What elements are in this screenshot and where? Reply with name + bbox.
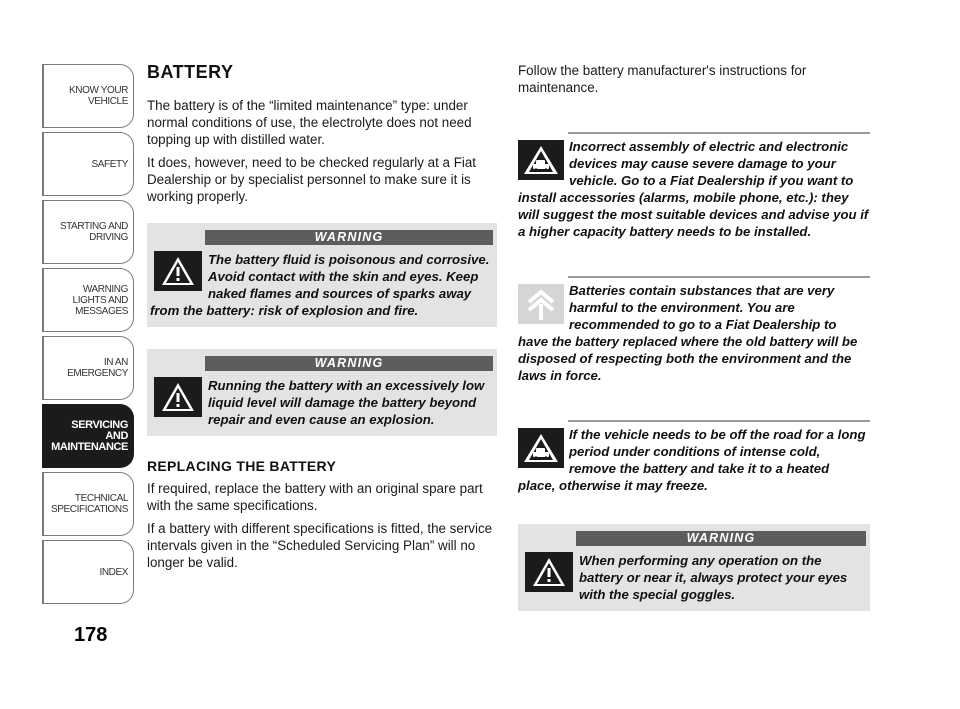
tab-warning-lights[interactable] [42, 268, 134, 332]
divider [568, 420, 870, 422]
tab-index[interactable] [42, 540, 134, 604]
warning-header: WARNING [576, 531, 866, 546]
warning-text: When performing any operation on the battery or near it, always protect your eyes with the special goggles. [579, 553, 848, 602]
tab-starting-and-driving[interactable] [42, 200, 134, 264]
tab-label: SAFETY [91, 158, 128, 170]
car-caution-icon [518, 140, 564, 180]
paragraph: Follow the battery manufacturer's instructions for maintenance. [518, 63, 807, 95]
subsection-title: REPLACING THE BATTERY [147, 458, 337, 474]
car-caution-icon [518, 428, 564, 468]
chapter-tabs [42, 64, 134, 608]
warning-header: WARNING [205, 356, 493, 371]
warning-triangle-icon [154, 251, 202, 291]
paragraph: The battery is of the “limited maintenance” type: under normal conditions of use, the electrolyte does not need topping up with distilled water. [147, 98, 472, 147]
warning-triangle-icon [525, 552, 573, 592]
warning-header: WARNING [205, 230, 493, 245]
paragraph: If a battery with different specifications is fitted, the service intervals given in the “Scheduled Servicing Plan” will no longer be valid. [147, 521, 493, 570]
paragraph: It does, however, need to be checked regularly at a Fiat Dealership or by specialist personnel to make sure it is working properly. [147, 155, 477, 204]
tab-label: STARTING AND DRIVING [59, 221, 128, 243]
warning-box [518, 524, 870, 611]
right-column [518, 62, 870, 633]
note-box [518, 414, 870, 494]
warning-box [147, 349, 497, 436]
tab-label: SERVICING AND MAINTENANCE [51, 418, 128, 453]
section-title: BATTERY [147, 62, 234, 82]
tab-label: TECHNICAL SPECIFICATIONS [50, 493, 128, 515]
environment-leaf-icon [518, 284, 564, 324]
divider [568, 276, 870, 278]
note-box [518, 270, 870, 384]
paragraph: If required, replace the battery with an original spare part with the same specifications. [147, 481, 483, 513]
warning-text: The battery fluid is poisonous and corrosive. Avoid contact with the skin and eyes. Keep naked flames and sources of sparks away from the battery: risk of explosion and fire. [150, 252, 490, 318]
tab-label: WARNING LIGHTS AND MESSAGES [72, 283, 128, 317]
note-text: Batteries contain substances that are very harmful to the environment. You are recommended to go to a Fiat Dealership to have the battery replaced where the old battery will be disposed of respecting both the environment and the laws in force. [518, 283, 858, 383]
note-text: If the vehicle needs to be off the road for a long period under conditions of intense cold, remove the battery and take it to a heated place, otherwise it may freeze. [518, 427, 866, 493]
left-column [147, 62, 497, 577]
tab-servicing-and-maintenance[interactable] [42, 404, 134, 468]
tab-in-an-emergency[interactable] [42, 336, 134, 400]
warning-triangle-icon [154, 377, 202, 417]
tab-label: KNOW YOUR VEHICLE [69, 85, 128, 107]
divider [568, 132, 870, 134]
warning-text: Running the battery with an excessively low liquid level will damage the battery beyond repair and even cause an explosion. [208, 378, 485, 427]
note-box [518, 126, 870, 240]
tab-safety[interactable] [42, 132, 134, 196]
page-number: 178 [74, 624, 108, 646]
tab-technical-specifications[interactable] [42, 472, 134, 536]
warning-box [147, 223, 497, 327]
tab-label: INDEX [99, 566, 128, 578]
note-text: Incorrect assembly of electric and electronic devices may cause severe damage to your vehicle. Go to a Fiat Dealership if you want to install accessories (alarms, mobile phone, etc.): they will suggest the most suitable devices and advise you if a higher capacity battery needs to be installed. [518, 139, 869, 239]
tab-label: IN AN EMERGENCY [67, 357, 128, 379]
tab-know-your-vehicle[interactable] [42, 64, 134, 128]
